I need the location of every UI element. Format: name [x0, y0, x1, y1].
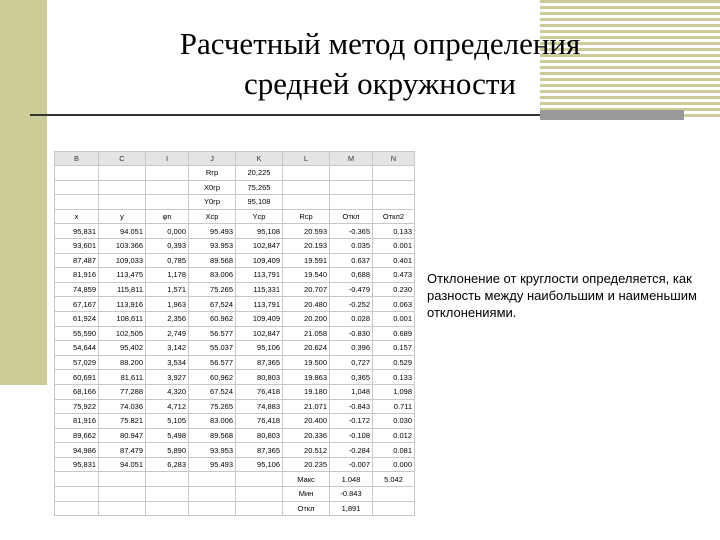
table-cell: 61,924 — [55, 311, 99, 326]
table-cell: 0.133 — [373, 370, 415, 385]
table-cell: 0,727 — [330, 355, 373, 370]
table-cell — [189, 472, 236, 487]
table-cell — [55, 501, 99, 516]
table-cell: 0.230 — [373, 282, 415, 297]
table-cell — [236, 472, 283, 487]
table-cell: Откл — [283, 501, 330, 516]
spreadsheet-table — [54, 151, 415, 516]
table-row — [55, 311, 415, 326]
table-cell: 113,475 — [99, 268, 146, 283]
table-cell: 95.493 — [189, 457, 236, 472]
table-cell: 20.624 — [283, 341, 330, 356]
table-cell: 3,534 — [146, 355, 189, 370]
table-cell: 5.042 — [373, 472, 415, 487]
table-cell: 5,890 — [146, 443, 189, 458]
table-cell: 95,831 — [55, 457, 99, 472]
table-row — [55, 282, 415, 297]
table-row — [55, 399, 415, 414]
column-letter: M — [330, 152, 373, 166]
table-cell: 0,785 — [146, 253, 189, 268]
table-cell: Rср — [283, 209, 330, 224]
table-cell: 0.529 — [373, 355, 415, 370]
table-cell: 0,393 — [146, 238, 189, 253]
table-cell — [330, 195, 373, 210]
table-cell: 89,662 — [55, 428, 99, 443]
table-cell: 80,803 — [236, 370, 283, 385]
table-row — [55, 297, 415, 312]
table-cell: 87,365 — [236, 443, 283, 458]
table-cell: Y0гр — [189, 195, 236, 210]
table-cell: 67,524 — [189, 297, 236, 312]
table-cell — [146, 472, 189, 487]
table-cell — [189, 487, 236, 502]
table-cell: 0.396 — [330, 341, 373, 356]
table-cell: 1,571 — [146, 282, 189, 297]
table-cell: 0.035 — [330, 238, 373, 253]
table-cell — [146, 180, 189, 195]
table-row — [55, 457, 415, 472]
table-cell: -0.365 — [330, 224, 373, 239]
table-cell: X0гр — [189, 180, 236, 195]
table-cell: -0.843 — [330, 487, 373, 502]
table-cell: 0.473 — [373, 268, 415, 283]
table-cell: Xср — [189, 209, 236, 224]
table-cell — [189, 501, 236, 516]
table-cell: Rгр — [189, 166, 236, 181]
table-cell: 19.500 — [283, 355, 330, 370]
table-cell: 0.711 — [373, 399, 415, 414]
table-cell: 95,402 — [99, 341, 146, 356]
column-letter: J — [189, 152, 236, 166]
table-cell: 94.051 — [99, 457, 146, 472]
table-row — [55, 326, 415, 341]
table-row — [55, 253, 415, 268]
table-cell: 20.593 — [283, 224, 330, 239]
table-cell: 20.512 — [283, 443, 330, 458]
table-cell: 0.001 — [373, 311, 415, 326]
left-accent-bar — [0, 0, 47, 385]
table-cell: 74.036 — [99, 399, 146, 414]
table-cell — [330, 180, 373, 195]
table-cell — [99, 195, 146, 210]
table-cell: x — [55, 209, 99, 224]
table-cell: 87,365 — [236, 355, 283, 370]
table-cell — [55, 180, 99, 195]
table-cell: -0.172 — [330, 414, 373, 429]
table-cell: 75.821 — [99, 414, 146, 429]
table-row — [55, 487, 415, 502]
table-cell: 6,283 — [146, 457, 189, 472]
table-cell: 57,029 — [55, 355, 99, 370]
table-cell: 81,916 — [55, 268, 99, 283]
table-cell — [373, 195, 415, 210]
table-cell: 102,505 — [99, 326, 146, 341]
table-cell: 93.953 — [189, 238, 236, 253]
table-cell: Yср — [236, 209, 283, 224]
table-cell: 1,048 — [330, 384, 373, 399]
table-cell: 0.133 — [373, 224, 415, 239]
table-cell: 75,265 — [236, 180, 283, 195]
table-cell: 0.637 — [330, 253, 373, 268]
table-cell: 4,320 — [146, 384, 189, 399]
table-row — [55, 443, 415, 458]
title-line-1: Расчетный метод определения — [179, 26, 581, 61]
table-cell: 0,365 — [330, 370, 373, 385]
column-header-row — [55, 152, 415, 166]
table-cell: 60.962 — [189, 311, 236, 326]
table-cell: 5,105 — [146, 414, 189, 429]
table-cell: 19.180 — [283, 384, 330, 399]
table-cell: 0.157 — [373, 341, 415, 356]
table-cell — [283, 166, 330, 181]
table-cell: 95,108 — [236, 195, 283, 210]
table-cell: 87.479 — [99, 443, 146, 458]
column-letter: B — [55, 152, 99, 166]
table-cell: 20.336 — [283, 428, 330, 443]
table-row — [55, 195, 415, 210]
table-cell: 55.037 — [189, 341, 236, 356]
table-cell: 74,859 — [55, 282, 99, 297]
table-cell: 77,288 — [99, 384, 146, 399]
table-cell — [146, 501, 189, 516]
table-cell: 3,142 — [146, 341, 189, 356]
table-cell: Откл2 — [373, 209, 415, 224]
table-cell: 5,498 — [146, 428, 189, 443]
table-cell: 0.689 — [373, 326, 415, 341]
table-row — [55, 414, 415, 429]
table-cell: 74,883 — [236, 399, 283, 414]
table-cell: 95,106 — [236, 457, 283, 472]
table-cell: 95,831 — [55, 224, 99, 239]
column-letter: I — [146, 152, 189, 166]
table-cell: 95,106 — [236, 341, 283, 356]
table-cell: 20.400 — [283, 414, 330, 429]
table-cell: 89.568 — [189, 428, 236, 443]
table-row — [55, 355, 415, 370]
table-cell: 0.001 — [373, 238, 415, 253]
table-cell: 0.401 — [373, 253, 415, 268]
table-cell: 94.051 — [99, 224, 146, 239]
table-cell: 67,167 — [55, 297, 99, 312]
table-cell: -0.284 — [330, 443, 373, 458]
table-cell — [146, 487, 189, 502]
table-cell: 0.063 — [373, 297, 415, 312]
table-cell: 68,166 — [55, 384, 99, 399]
table-row — [55, 501, 415, 516]
table-cell: 81,916 — [55, 414, 99, 429]
table-cell: 3,927 — [146, 370, 189, 385]
table-cell: 95.493 — [189, 224, 236, 239]
table-cell: 0,688 — [330, 268, 373, 283]
table-cell: 109,409 — [236, 311, 283, 326]
table-cell: 75.265 — [189, 282, 236, 297]
table-cell: 0,000 — [146, 224, 189, 239]
table-row — [55, 268, 415, 283]
table-cell — [330, 166, 373, 181]
table-cell: 108,611 — [99, 311, 146, 326]
table-cell: -0.830 — [330, 326, 373, 341]
table-cell — [55, 487, 99, 502]
table-cell: 87,487 — [55, 253, 99, 268]
table-row — [55, 238, 415, 253]
table-cell — [283, 180, 330, 195]
table-row — [55, 224, 415, 239]
table-cell: 20.200 — [283, 311, 330, 326]
table-cell: 20.193 — [283, 238, 330, 253]
table-cell: 102,847 — [236, 238, 283, 253]
column-letter: C — [99, 152, 146, 166]
table-cell — [236, 501, 283, 516]
table-cell: -0.108 — [330, 428, 373, 443]
table-cell: 54,644 — [55, 341, 99, 356]
table-cell: 1,963 — [146, 297, 189, 312]
table-cell: 109,409 — [236, 253, 283, 268]
table-cell — [99, 501, 146, 516]
table-cell: 20.480 — [283, 297, 330, 312]
title-underline-accent — [540, 110, 684, 120]
table-cell: 1,891 — [330, 501, 373, 516]
table-cell: 0.028 — [330, 311, 373, 326]
table-cell: -0.252 — [330, 297, 373, 312]
table-row — [55, 341, 415, 356]
table-cell: 76,418 — [236, 414, 283, 429]
table-cell — [99, 472, 146, 487]
table-cell — [55, 166, 99, 181]
table-cell: 1,178 — [146, 268, 189, 283]
table-cell: 88.200 — [99, 355, 146, 370]
table-cell: 75.265 — [189, 399, 236, 414]
table-cell — [99, 180, 146, 195]
table-cell — [99, 166, 146, 181]
table-cell: 20,225 — [236, 166, 283, 181]
table-cell — [146, 166, 189, 181]
table-cell — [373, 166, 415, 181]
table-cell: 1.098 — [373, 384, 415, 399]
table-cell: 21.071 — [283, 399, 330, 414]
table-cell: 67.524 — [189, 384, 236, 399]
table-cell — [55, 472, 99, 487]
table-cell: 21.058 — [283, 326, 330, 341]
table-cell: 19.540 — [283, 268, 330, 283]
table-cell — [146, 195, 189, 210]
table-cell: 109,033 — [99, 253, 146, 268]
table-cell: 102,847 — [236, 326, 283, 341]
table-row — [55, 384, 415, 399]
title-line-2: средней окружности — [244, 66, 516, 101]
table-cell: 113,791 — [236, 268, 283, 283]
table-cell: -0.843 — [330, 399, 373, 414]
table-cell: 60,962 — [189, 370, 236, 385]
table-cell: 113,916 — [99, 297, 146, 312]
table-cell: 19.591 — [283, 253, 330, 268]
explanation-text: Отклонение от круглости определяется, как разность между наибольшим и наименьшим отклонениями. — [427, 271, 697, 320]
table-cell: 60,691 — [55, 370, 99, 385]
table-cell: 83.006 — [189, 414, 236, 429]
table-cell: 115,331 — [236, 282, 283, 297]
table-cell: 93,601 — [55, 238, 99, 253]
table-cell: 55,590 — [55, 326, 99, 341]
table-cell: 20.707 — [283, 282, 330, 297]
table-cell: 95,108 — [236, 224, 283, 239]
table-row — [55, 370, 415, 385]
table-cell: 56.577 — [189, 355, 236, 370]
column-letter: N — [373, 152, 415, 166]
table-cell: 94,986 — [55, 443, 99, 458]
slide-title — [60, 24, 700, 104]
table-cell: 80,803 — [236, 428, 283, 443]
table-cell: 93.953 — [189, 443, 236, 458]
table-cell: 2,749 — [146, 326, 189, 341]
table-cell: Откл — [330, 209, 373, 224]
table-cell: 56.577 — [189, 326, 236, 341]
title-underline — [30, 114, 560, 116]
table-cell — [55, 195, 99, 210]
table-cell: 2,356 — [146, 311, 189, 326]
column-letter: L — [283, 152, 330, 166]
table-cell: 19.863 — [283, 370, 330, 385]
table-cell: Макс — [283, 472, 330, 487]
table-cell: 113,791 — [236, 297, 283, 312]
table-cell: 1.048 — [330, 472, 373, 487]
table-cell: 89.568 — [189, 253, 236, 268]
table-cell: 0.012 — [373, 428, 415, 443]
table-cell — [283, 195, 330, 210]
table-cell: 115,811 — [99, 282, 146, 297]
table-cell — [99, 487, 146, 502]
table-cell: Мин — [283, 487, 330, 502]
table-cell: φn — [146, 209, 189, 224]
table-row — [55, 166, 415, 181]
table-cell — [236, 487, 283, 502]
table-cell — [373, 180, 415, 195]
table-cell: -0.007 — [330, 457, 373, 472]
table-row — [55, 472, 415, 487]
table-cell: 76,418 — [236, 384, 283, 399]
table-cell: 20.235 — [283, 457, 330, 472]
table-cell — [373, 501, 415, 516]
table-row — [55, 209, 415, 224]
table-row — [55, 180, 415, 195]
table-cell: 0.081 — [373, 443, 415, 458]
table-cell — [373, 487, 415, 502]
table-cell: 0.000 — [373, 457, 415, 472]
table-row — [55, 428, 415, 443]
table-cell: 0.030 — [373, 414, 415, 429]
table-cell: -0.479 — [330, 282, 373, 297]
table-cell: 4,712 — [146, 399, 189, 414]
table-cell: 83.006 — [189, 268, 236, 283]
table-cell: 80.947 — [99, 428, 146, 443]
column-letter: K — [236, 152, 283, 166]
table-cell: 81,611 — [99, 370, 146, 385]
table-cell: y — [99, 209, 146, 224]
table-cell: 75,922 — [55, 399, 99, 414]
table-cell: 103.366 — [99, 238, 146, 253]
